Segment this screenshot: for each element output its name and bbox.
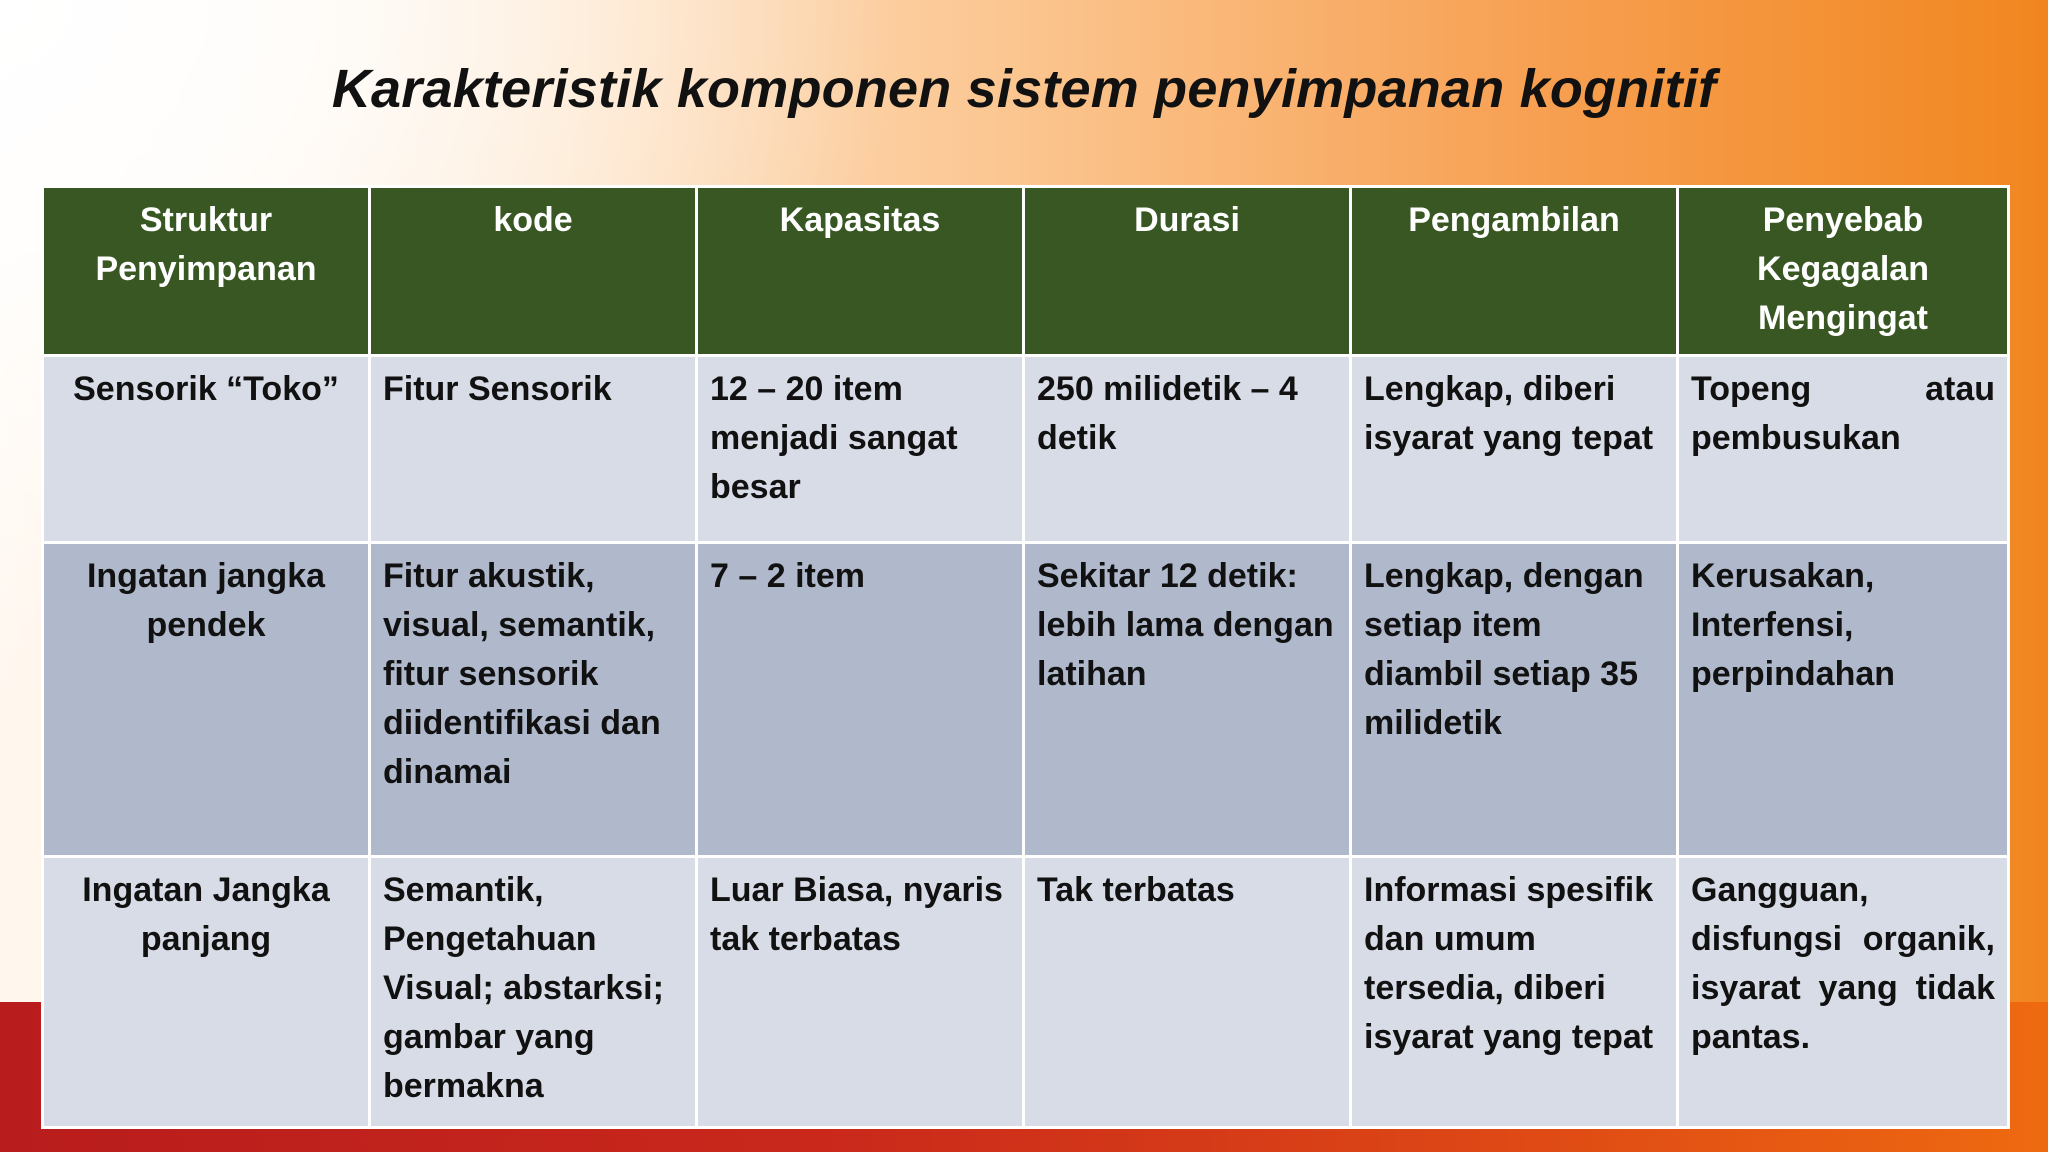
header-pengambilan: Pengambilan bbox=[1351, 187, 1678, 356]
table-header-row bbox=[43, 187, 2009, 356]
table-cell: Fitur Sensorik bbox=[370, 356, 697, 543]
table-cell: Ingatan Jangka panjang bbox=[43, 857, 370, 1128]
table-cell: Fitur akustik, visual, semantik, fitur sensorik diidentifikasi dan dinamai bbox=[370, 543, 697, 857]
table-cell: Sekitar 12 detik: lebih lama dengan latihan bbox=[1024, 543, 1351, 857]
table-cell: Lengkap, dengan setiap item diambil setiap 35 milidetik bbox=[1351, 543, 1678, 857]
header-durasi: Durasi bbox=[1024, 187, 1351, 356]
table-cell: 250 milidetik – 4 detik bbox=[1024, 356, 1351, 543]
characteristics-table bbox=[41, 185, 2010, 1129]
header-kapasitas: Kapasitas bbox=[697, 187, 1024, 356]
table-cell: Lengkap, diberi isyarat yang tepat bbox=[1351, 356, 1678, 543]
header-penyebab: Penyebab Kegagalan Mengingat bbox=[1678, 187, 2009, 356]
table-cell: Semantik, Pengetahuan Visual; abstarksi; gambar yang bermakna bbox=[370, 857, 697, 1128]
table-row bbox=[43, 857, 2009, 1128]
table-cell: Sensorik “Toko” bbox=[43, 356, 370, 543]
table-row bbox=[43, 356, 2009, 543]
table-cell: Topeng atau pembusukan bbox=[1678, 356, 2009, 543]
table-cell: Kerusakan, Interfensi, perpindahan bbox=[1678, 543, 2009, 857]
table-cell: 12 – 20 item menjadi sangat besar bbox=[697, 356, 1024, 543]
table-cell: Tak terbatas bbox=[1024, 857, 1351, 1128]
table-cell: 7 – 2 item bbox=[697, 543, 1024, 857]
page-title: Karakteristik komponen sistem penyimpanan kognitif bbox=[331, 59, 1717, 119]
table-cell: Ingatan jangka pendek bbox=[43, 543, 370, 857]
header-kode: kode bbox=[370, 187, 697, 356]
table-cell: Informasi spesifik dan umum tersedia, diberi isyarat yang tepat bbox=[1351, 857, 1678, 1128]
table-cell: Luar Biasa, nyaris tak terbatas bbox=[697, 857, 1024, 1128]
header-struktur: Struktur Penyimpanan bbox=[43, 187, 370, 356]
table-cell: Gangguan, disfungsi organik, isyarat yang tidak pantas. bbox=[1678, 857, 2009, 1128]
table-row bbox=[43, 543, 2009, 857]
